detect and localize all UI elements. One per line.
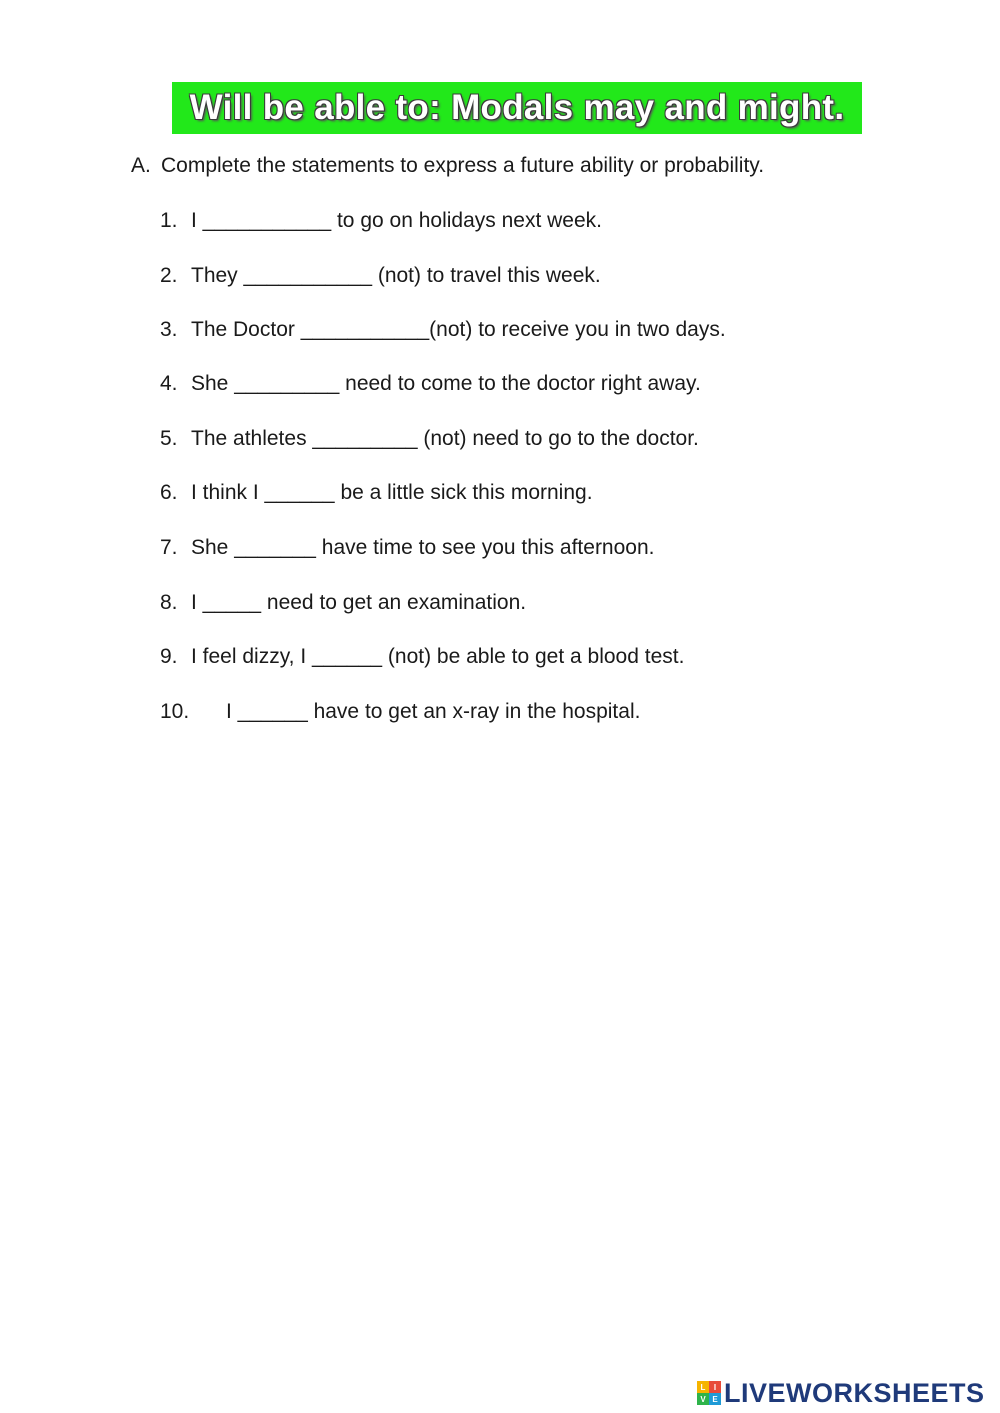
item-text: I think I ______ be a little sick this morning. — [191, 481, 593, 504]
item-text: I _____ need to get an examination. — [191, 591, 527, 614]
exercise-item — [160, 477, 593, 509]
item-number: 4. — [160, 372, 178, 395]
item-number: 7. — [160, 536, 178, 559]
item-text: The Doctor ___________(not) to receive you in two days. — [191, 318, 726, 341]
title-highlight — [172, 82, 862, 134]
liveworksheets-logo — [697, 1376, 985, 1410]
logo-icon-tile: V — [697, 1393, 709, 1405]
exercise-item — [160, 641, 684, 673]
exercise-item — [160, 532, 655, 564]
exercise-item — [160, 696, 640, 728]
exercise-item — [160, 368, 701, 400]
item-text: The athletes _________ (not) need to go to the doctor. — [191, 427, 699, 450]
item-number: 6. — [160, 481, 178, 504]
item-number: 9. — [160, 645, 178, 668]
item-number: 5. — [160, 427, 178, 450]
exercise-item — [160, 587, 526, 619]
item-text: She _________ need to come to the doctor right away. — [191, 372, 701, 395]
exercise-item — [160, 423, 699, 455]
worksheet-title: Will be able to: Modals may and might. — [189, 88, 845, 127]
item-number: 10. — [160, 700, 190, 723]
logo-text: LIVEWORKSHEETS — [724, 1377, 985, 1408]
instruction-text: Complete the statements to express a future ability or probability. — [161, 154, 765, 177]
exercise-item — [160, 260, 601, 292]
exercise-item — [160, 314, 726, 346]
logo-icon-tile: I — [709, 1381, 721, 1393]
instruction-letter: A. — [131, 154, 151, 177]
item-text: They ___________ (not) to travel this week. — [191, 264, 601, 287]
item-text: I feel dizzy, I ______ (not) be able to get a blood test. — [191, 645, 685, 668]
item-number: 3. — [160, 318, 178, 341]
item-number: 2. — [160, 264, 178, 287]
item-number: 8. — [160, 591, 178, 614]
logo-icon-tile: E — [709, 1393, 721, 1405]
item-number: 1. — [160, 209, 178, 232]
item-text: I ___________ to go on holidays next week. — [191, 209, 602, 232]
instruction — [131, 150, 764, 182]
item-text: She _______ have time to see you this afternoon. — [191, 536, 655, 559]
exercise-item — [160, 205, 602, 237]
liveworksheets-logo-icon — [697, 1381, 721, 1405]
logo-icon-tile: L — [697, 1381, 709, 1393]
item-text: I ______ have to get an x-ray in the hospital. — [226, 700, 641, 723]
